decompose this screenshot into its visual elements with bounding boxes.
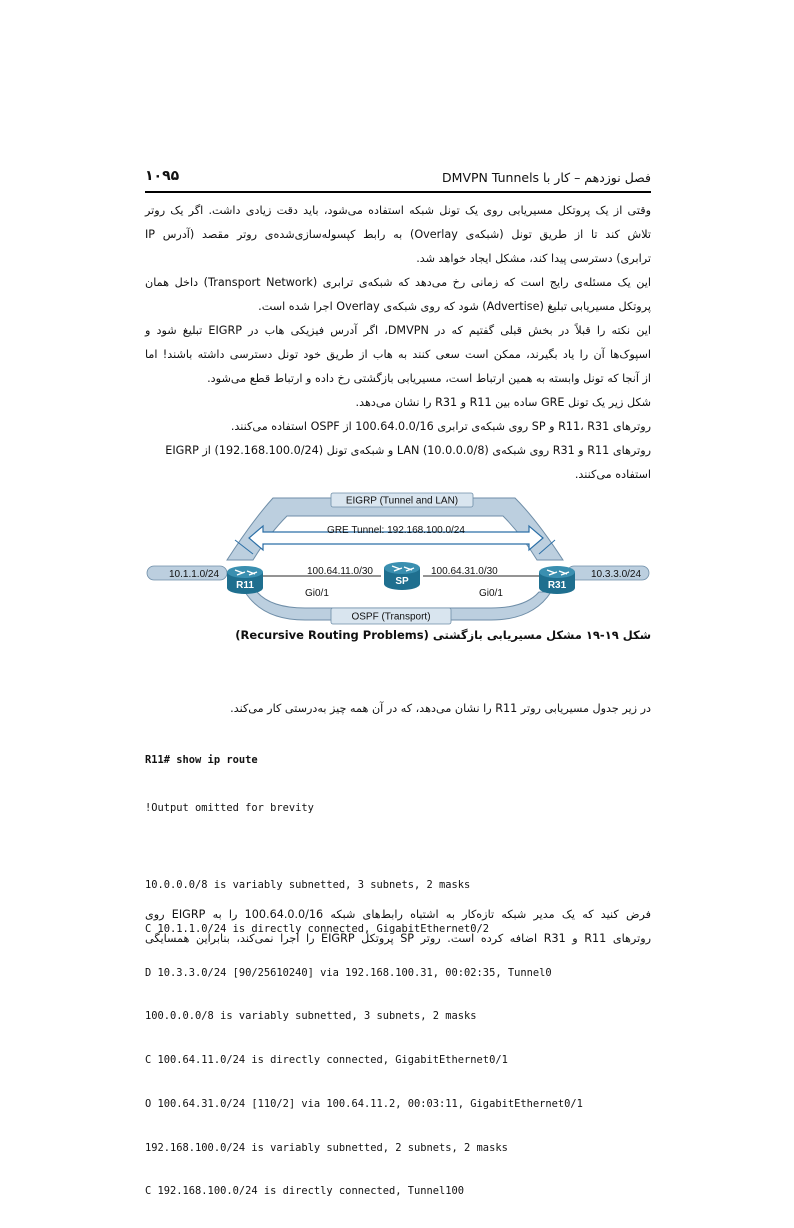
code-line: D 10.3.3.0/24 [90/25610240] via 192.168.100.31, 00:02:35, Tunnel0 bbox=[145, 966, 552, 979]
code-line: C 192.168.100.0/24 is directly connected, Tunnel100 bbox=[145, 1185, 465, 1198]
paragraph-line: وقتی از یک پروتکل مسیریابی روی یک تونل شبکه استفاده می‌شود، باید دقت زیادی داشت. اگر یک روتر bbox=[145, 204, 651, 217]
lan-right-label: 10.3.3.0/24 bbox=[591, 569, 642, 580]
paragraph-line: پروتکل مسیریابی تبلیغ (Advertise) شود که روی شبکه‌ی Overlay اجرا شده است. bbox=[258, 300, 651, 313]
iface-right-label: Gi0/1 bbox=[479, 588, 503, 599]
paragraph-line: روترهای R11، R31 و SP روی شبکه‌ی ترابری 100.64.0.0/16 از OSPF استفاده می‌کنند. bbox=[230, 420, 651, 433]
router-r11 bbox=[227, 566, 263, 594]
code-block bbox=[145, 724, 651, 1228]
paragraph-line: روترهای R11 و R31 روی شبکه‌ی LAN (10.0.0.0/8) و شبکه‌ی تونل (192.168.100.0/24) از EIGRP bbox=[165, 444, 651, 457]
code-comment: !Output omitted for brevity bbox=[145, 801, 314, 814]
code-line: 100.0.0.0/8 is variably subnetted, 3 subnets, 2 masks bbox=[145, 1010, 477, 1023]
paragraph-line: این یک مسئله‌ی رایج است که زمانی رخ می‌دهد که شبکه‌ی ترابری (Transport Network) داخل همان bbox=[145, 276, 652, 289]
chapter-title: فصل نوزدهم – کار با DMVPN Tunnels bbox=[442, 170, 651, 185]
code-line: C 10.1.1.0/24 is directly connected, GigabitEthernet0/2 bbox=[145, 922, 490, 935]
paragraph-line: اسپوک‌ها آن را یاد بگیرند، ممکن است سعی کنند به هاب از طریق خود تونل دسترسی داشته باشند! اما bbox=[145, 348, 651, 361]
page-number: ۱۰۹۵ bbox=[145, 168, 180, 184]
ospf-label: OSPF (Transport) bbox=[351, 611, 431, 623]
iface-left-label: Gi0/1 bbox=[305, 588, 329, 599]
network-diagram bbox=[145, 492, 651, 626]
paragraph-line: شکل زیر یک تونل GRE ساده بین R11 و R31 را نشان می‌دهد. bbox=[355, 396, 651, 409]
router-sp-label: SP bbox=[395, 576, 409, 587]
paragraph-line: این نکته را قبلاً در بخش قبلی گفتیم که در DMVPN، اگر آدرس فیزیکی هاب در EIGRP تبلیغ شود و bbox=[145, 324, 651, 337]
code-line: 10.0.0.0/8 is variably subnetted, 3 subnets, 2 masks bbox=[145, 878, 471, 891]
page-header bbox=[145, 170, 651, 192]
paragraph-line: فرض کنید که یک مدیر شبکه تازه‌کار به اشتباه رابط‌های شبکه 100.64.0.0/16 را به EIGRP روی bbox=[145, 908, 651, 921]
gre-label: GRE Tunnel: 192.168.100.0/24 bbox=[327, 525, 465, 536]
link-right-label: 100.64.31.0/30 bbox=[431, 566, 498, 577]
lan-left-label: 10.1.1.0/24 bbox=[169, 569, 220, 580]
figure-caption: شکل ۱۹-۱۹ مشکل مسیریابی بازگشتی (Recursive Routing Problems) bbox=[235, 628, 651, 642]
paragraph-5 bbox=[145, 903, 651, 951]
paragraph-3 bbox=[145, 319, 651, 487]
paragraph-2 bbox=[145, 271, 651, 319]
code-line: C 100.64.11.0/24 is directly connected, GigabitEthernet0/1 bbox=[145, 1054, 508, 1067]
paragraph-line: استفاده می‌کنند. bbox=[574, 468, 651, 481]
code-line: O 100.64.31.0/24 [110/2] via 100.64.11.2, 00:03:11, GigabitEthernet0/1 bbox=[145, 1097, 583, 1110]
code-line: 192.168.100.0/24 is variably subnetted, 2 subnets, 2 masks bbox=[145, 1141, 508, 1154]
code-command: R11# show ip route bbox=[145, 754, 258, 767]
paragraph-1 bbox=[145, 199, 651, 271]
paragraph-line: از آنجا که تونل وابسته به همین ارتباط است، مسیریابی بازگشتی رخ داده و ارتباط قطع می‌شود. bbox=[207, 372, 651, 385]
header-rule bbox=[145, 191, 651, 193]
link-left-label: 100.64.11.0/30 bbox=[307, 566, 373, 577]
router-r31-label: R31 bbox=[547, 580, 567, 591]
paragraph-line: روترهای R11 و R31 اضافه کرده است. روتر SP پروتکل EIGRP را اجرا نمی‌کند، بنابراین همسایگی bbox=[145, 932, 652, 945]
router-r11-label: R11 bbox=[236, 580, 254, 591]
router-sp bbox=[384, 562, 420, 590]
paragraph-4: در زیر جدول مسیریابی روتر R11 را نشان می‌دهد، که در آن همه چیز به‌درستی کار می‌کند. bbox=[230, 702, 651, 715]
router-r31 bbox=[539, 566, 575, 594]
eigrp-label: EIGRP (Tunnel and LAN) bbox=[345, 495, 459, 507]
paragraph-line: تلاش کند تا از طریق تونل (شبکه‌ی Overlay) به رابط کپسوله‌سازی‌شده‌ی روتر مقصد (آدرس IP bbox=[145, 228, 652, 241]
paragraph-line: ترابری) دسترسی پیدا کند، مشکل ایجاد خواهد شد. bbox=[416, 252, 651, 265]
